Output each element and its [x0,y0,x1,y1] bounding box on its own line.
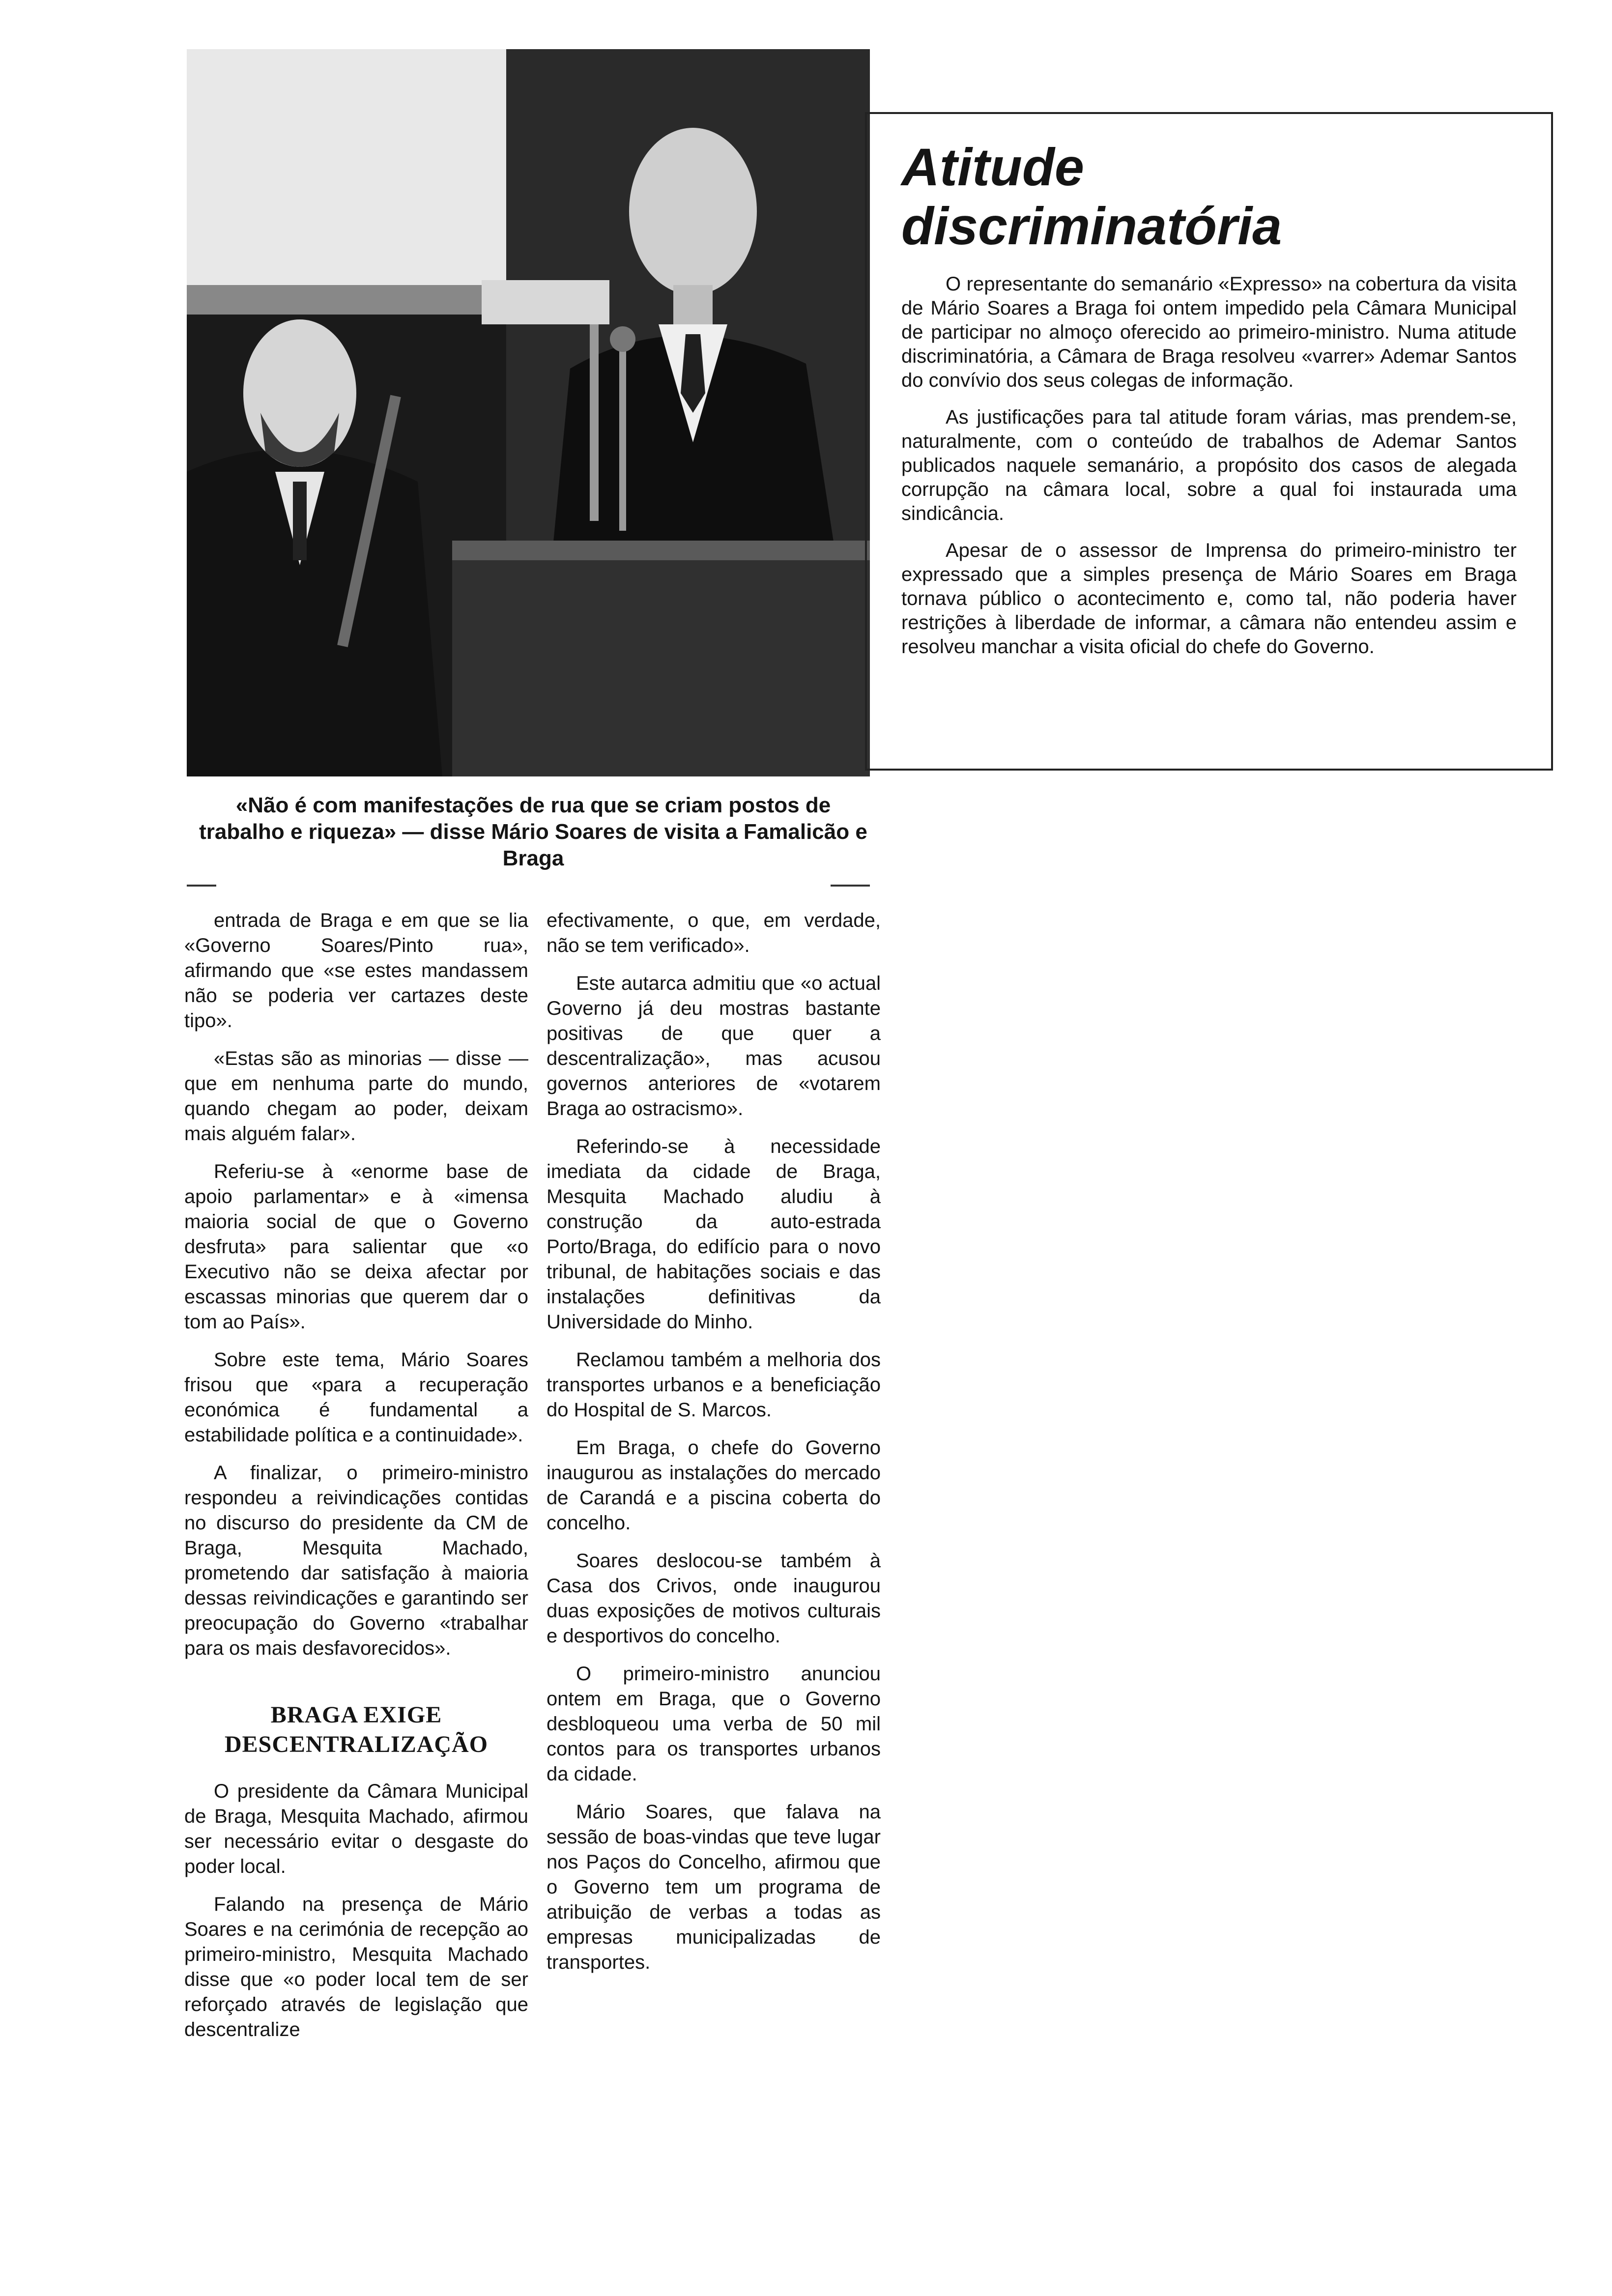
divider [831,885,870,887]
article-paragraph: Referindo-se à necessidade imediata da cidade de Braga, Mesquita Machado aludiu à construção da auto-estrada Porto/Braga, do edifício para o novo tribunal, de habitações sociais e das instalações definitivas da Universidade do Minho. [547,1136,881,1333]
article-paragraph: Reclamou também a melhoria dos transportes urbanos e a beneficiação do Hospital de S. Marcos. [547,1349,881,1421]
sidebar-paragraph: Apesar de o assessor de Imprensa do primeiro-ministro ter expressado que a simples presença de Mário Soares em Braga tornava público o acontecimento e, como tal, não poderia haver restrições à liberdade de informar, a câmara não entendeu assim e resolveu manchar a visita oficial do chefe do Governo. [901,540,1517,658]
divider [187,885,216,887]
press-photo-icon [187,49,870,776]
article-paragraph: Falando na presença de Mário Soares e na cerimónia de recepção ao primeiro-ministro, Mesquita Machado disse que «o poder local tem de ser reforçado através de legislação que descentralize [184,1894,528,2040]
article-column-left [184,908,528,2055]
article-subhead [184,1700,528,1759]
article-paragraph: Este autarca admitiu que «o actual Governo já deu mostras bastante positivas de que quer a descentralização», mas acusou governos anteriores de «votarem Braga ao ostracismo». [547,973,881,1119]
article-paragraph: O primeiro-ministro anunciou ontem em Braga, que o Governo desbloqueou uma verba de 50 mil contos para os transportes urbanos da cidade. [547,1663,881,1785]
article-paragraph: efectivamente, o que, em verdade, não se tem verificado». [547,910,881,956]
article-paragraph: O presidente da Câmara Municipal de Braga, Mesquita Machado, afirmou ser necessário evitar o desgaste do poder local. [184,1780,528,1877]
article-paragraph: Sobre este tema, Mário Soares frisou que «para a recuperação económica é fundamental a estabilidade política e a continuidade». [184,1349,528,1446]
press-photo [187,49,870,776]
article-paragraph: entrada de Braga e em que se lia «Governo Soares/Pinto rua», afirmando que «se estes mandassem não se poderia ver cartazes deste tipo». [184,910,528,1032]
sidebar-paragraph: As justificações para tal atitude foram várias, mas prendem-se, naturalmente, com o conteúdo de trabalhos de Ademar Santos publicados naquele semanário, a propósito dos casos de alegada corrupção na câmara local, sobre a qual foi instaurada uma sindicância. [901,406,1517,524]
sidebar-headline [901,138,1517,256]
headline-line-2: discriminatória [901,196,1282,256]
headline-line-1: Atitude [901,137,1084,197]
article-paragraph: Mário Soares, que falava na sessão de boas-vindas que teve lugar nos Paços do Concelho, afirmou que o Governo tem um programa de atribuição de verbas a todas as empresas municipalizadas de transportes. [547,1801,881,1973]
article-column-right [547,908,881,1988]
sidebar-box [865,112,1553,771]
subhead-line-1: BRAGA EXIGE [270,1702,442,1728]
photo-caption: «Não é com manifestações de rua que se criam postos de trabalho e riqueza» — disse Mário Soares de visita a Famalicão e Braga [199,793,867,870]
sidebar-paragraph: O representante do semanário «Expresso» na cobertura da visita de Mário Soares a Braga foi ontem impedido pela Câmara Municipal de participar no almoço oferecido ao primeiro-ministro. Numa atitude discriminatória, a Câmara de Braga resolveu «varrer» Ademar Santos do convívio dos seus colegas de informação. [901,273,1517,391]
article-paragraph: A finalizar, o primeiro-ministro respondeu a reivindicações contidas no discurso do presidente da CM de Braga, Mesquita Machado, prometendo dar satisfação à maioria dessas reivindicações e garantindo ser preocupação do Governo «trabalhar para os mais desfavorecidos». [184,1462,528,1659]
article-paragraph: Referiu-se à «enorme base de apoio parlamentar» e à «imensa maioria social de que o Governo desfruta» para salientar que «o Executivo não se deixa afectar por escassas minorias que querem dar o tom ao País». [184,1161,528,1333]
article-paragraph: Em Braga, o chefe do Governo inaugurou as instalações do mercado de Carandá e a piscina coberta do concelho. [547,1437,881,1534]
article-paragraph: Soares deslocou-se também à Casa dos Crivos, onde inaugurou duas exposições de motivos culturais e desportivos do concelho. [547,1550,881,1647]
article-paragraph: «Estas são as minorias — disse — que em nenhuma parte do mundo, quando chegam ao poder, deixam mais alguém falar». [184,1048,528,1145]
subhead-line-2: DESCENTRALIZAÇÃO [224,1731,489,1757]
